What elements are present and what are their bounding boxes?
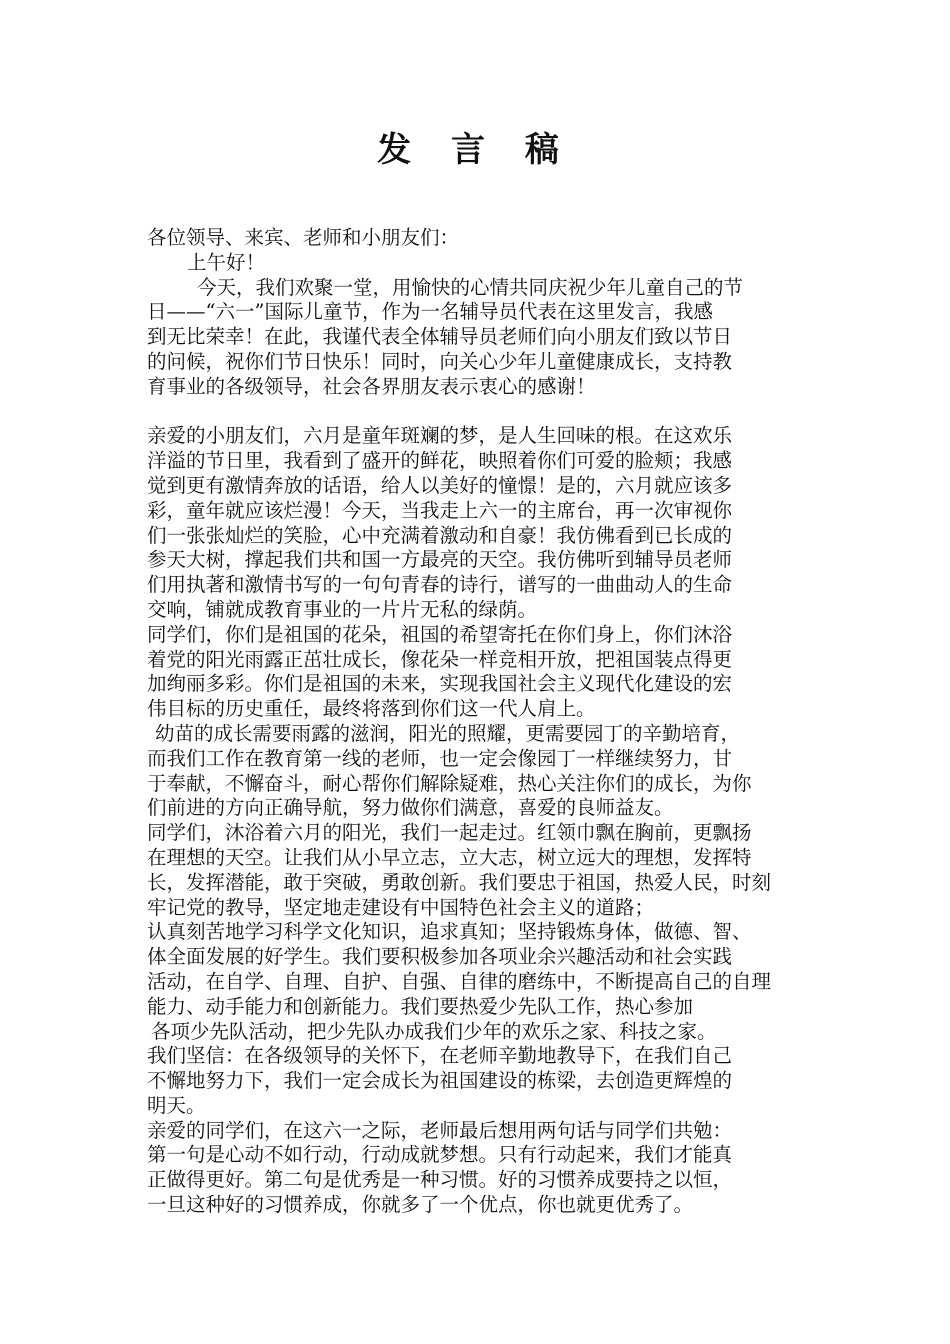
text-line: 正做得更好。第二句是优秀是一种习惯。好的习惯养成要持之以恒， — [147, 1168, 733, 1192]
text-line: 于奉献，不懈奋斗，耐心帮你们解除疑难，热心关注你们的成长，为你 — [147, 771, 752, 795]
text-line: 体全面发展的好学生。我们要积极参加各项业余兴趣活动和社会实践 — [147, 945, 733, 969]
text-line: 同学们，你们是祖国的花朵，祖国的希望寄托在你们身上，你们沐浴 — [147, 622, 733, 646]
text-line: 能力、动手能力和创新能力。我们要热爱少先队工作，热心参加 — [147, 994, 694, 1018]
text-line: 今天，我们欢聚一堂，用愉快的心情共同庆祝少年儿童自己的节 — [197, 275, 744, 299]
text-line: 同学们，沐浴着六月的阳光，我们一起走过。红领巾飘在胸前，更飘扬 — [147, 821, 752, 845]
text-line: 长，发挥潜能，敢于突破，勇敢创新。我们要忠于祖国，热爱人民，时刻 — [147, 870, 772, 894]
speech-body — [147, 226, 817, 1218]
text-line: 彩，童年就应该烂漫！今天，当我走上六一的主席台，再一次审视你 — [147, 498, 733, 522]
text-line: 日——“六一”国际儿童节，作为一名辅导员代表在这里发言，我感 — [147, 300, 713, 324]
text-line: 活动，在自学、自理、自护、自强、自律的磨练中，不断提高自己的自理 — [147, 969, 772, 993]
text-line: 参天大树，撑起我们共和国一方最亮的天空。我仿佛听到辅导员老师 — [147, 548, 733, 572]
text-line: 明天。 — [147, 1093, 206, 1117]
text-line: 第一句是心动不如行动，行动成就梦想。只有行动起来，我们才能真 — [147, 1143, 733, 1167]
text-line: 一旦这种好的习惯养成，你就多了一个优点，你也就更优秀了。 — [147, 1193, 694, 1217]
text-line: 伟目标的历史重任，最终将落到你们这一代人肩上。 — [147, 697, 596, 721]
text-line: 牢记党的教导，坚定地走建设有中国特色社会主义的道路； — [147, 895, 655, 919]
text-line: 到无比荣幸！在此，我谨代表全体辅导员老师们向小朋友们致以节日 — [147, 325, 733, 349]
text-line: 认真刻苦地学习科学文化知识，追求真知；坚持锻炼身体，做德、智、 — [147, 920, 752, 944]
text-line: 育事业的各级领导，社会各界朋友表示衷心的感谢！ — [147, 374, 596, 398]
text-line: 加绚丽多彩。你们是祖国的未来，实现我国社会主义现代化建设的宏 — [147, 672, 733, 696]
text-line: 们用执著和激情书写的一句句青春的诗行，谱写的一曲曲动人的生命 — [147, 573, 733, 597]
text-line: 着党的阳光雨露正茁壮成长，像花朵一样竞相开放，把祖国装点得更 — [147, 647, 733, 671]
paragraph-gap — [147, 400, 817, 425]
text-line: 不懈地努力下，我们一定会成长为祖国建设的栋梁，去创造更辉煌的 — [147, 1069, 733, 1093]
text-line: 们前进的方向正确导航，努力做你们满意，喜爱的良师益友。 — [147, 796, 674, 820]
text-line: 在理想的天空。让我们从小早立志，立大志，树立远大的理想，发挥特 — [147, 845, 752, 869]
text-line: 亲爱的同学们，在这六一之际，老师最后想用两句话与同学们共勉： — [147, 1118, 733, 1142]
text-line: 的问候，祝你们节日快乐！同时，向关心少年儿童健康成长，支持教 — [147, 349, 733, 373]
text-line: 亲爱的小朋友们，六月是童年斑斓的梦，是人生回味的根。在这欢乐 — [147, 424, 733, 448]
text-line: 我们坚信：在各级领导的关怀下，在老师辛勤地教导下，在我们自己 — [147, 1044, 733, 1068]
text-line: 觉到更有激情奔放的话语，给人以美好的憧憬！是的，六月就应该多 — [147, 473, 733, 497]
text-line: 洋溢的节日里，我看到了盛开的鲜花，映照着你们可爱的脸颊；我感 — [147, 449, 733, 473]
text-line: 而我们工作在教育第一线的老师，也一定会像园丁一样继续努力，甘 — [147, 746, 733, 770]
text-line: 交响，铺就成教育事业的一片片无私的绿荫。 — [147, 597, 538, 621]
salutation-line: 各位领导、来宾、老师和小朋友们： — [147, 226, 460, 249]
text-line: 们一张张灿烂的笑脸，心中充满着激动和自豪！我仿佛看到已长成的 — [147, 523, 733, 547]
document-title: 发 言 稿 — [377, 130, 573, 170]
text-line: 各项少先队活动，把少先队办成我们少年的欢乐之家、科技之家。 — [151, 1019, 717, 1043]
text-line: 幼苗的成长需要雨露的滋润，阳光的照耀，更需要园丁的辛勤培育， — [155, 721, 741, 745]
greeting-line: 上午好！ — [187, 250, 266, 274]
